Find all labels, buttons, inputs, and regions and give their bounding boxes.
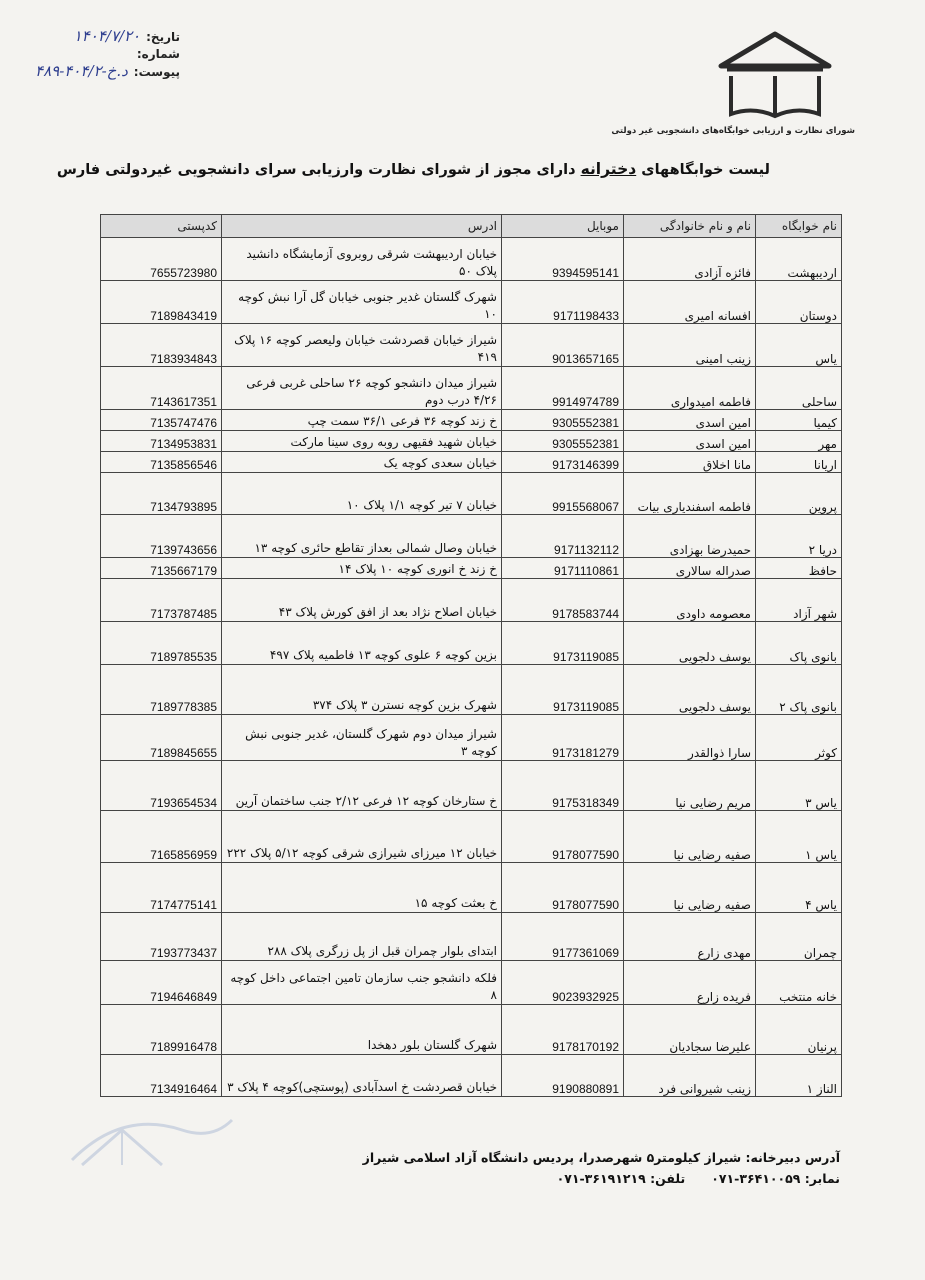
cell-address: خ زند خ انوری کوچه ۱۰ پلاک ۱۴: [222, 558, 502, 579]
attachment-label: پیوست:: [133, 65, 180, 79]
cell-owner: معصومه داودی: [624, 579, 756, 622]
date-label: تاریخ:: [146, 30, 180, 44]
header-name: نام خوابگاه: [756, 215, 842, 238]
cell-mobile: 9023932925: [502, 961, 624, 1005]
attachment-value: ۴۸۹-د.خ-۴۰۴/۲: [35, 62, 128, 80]
cell-postal: 7134916464: [101, 1055, 222, 1097]
cell-name: یاس ۱: [756, 811, 842, 863]
cell-mobile: 9178583744: [502, 579, 624, 622]
title-after: دارای مجوز از شورای نظارت وارزیابی سرای دانشجویی غیردولتی فارس: [56, 162, 576, 178]
letter-footer: [362, 1147, 840, 1189]
table-row: [101, 431, 842, 452]
cell-mobile: 9915568067: [502, 473, 624, 515]
cell-owner: فاطمه اسفندیاری بیات: [624, 473, 756, 515]
cell-postal: 7134793895: [101, 473, 222, 515]
table-row: [101, 515, 842, 558]
cell-postal: 7193773437: [101, 913, 222, 961]
table-row: [101, 367, 842, 410]
footer-contact-line: [488, 1168, 840, 1189]
cell-name: یاس: [756, 324, 842, 367]
cell-name: الناز ۱: [756, 1055, 842, 1097]
cell-name: پرنیان: [756, 1005, 842, 1055]
table-row: [101, 863, 842, 913]
table-row: [101, 1055, 842, 1097]
table-row: [101, 811, 842, 863]
table-row: [101, 324, 842, 367]
title-before: لیست خوابگاههای: [641, 162, 770, 178]
cell-address: خیابان وصال شمالی بعداز تقاطع حائری کوچه ۱۳: [222, 515, 502, 558]
number-label: شماره:: [136, 47, 180, 61]
open-book-roof-icon: [713, 30, 837, 122]
cell-name: دوستان: [756, 281, 842, 324]
cell-address: خ زند کوچه ۳۶ فرعی ۳۶/۱ سمت چپ: [222, 410, 502, 431]
cell-owner: فریده زارع: [624, 961, 756, 1005]
table-row: [101, 452, 842, 473]
attachment-row: [10, 63, 180, 81]
cell-mobile: 9305552381: [502, 431, 624, 452]
cell-name: حافظ: [756, 558, 842, 579]
cell-owner: امین اسدی: [624, 431, 756, 452]
cell-postal: 7189845655: [101, 715, 222, 761]
cell-address: شیراز خیابان قصردشت خیابان ولیعصر کوچه ۱۶ پلاک ۴۱۹: [222, 324, 502, 367]
cell-owner: مهدی زارع: [624, 913, 756, 961]
cell-owner: افسانه امیری: [624, 281, 756, 324]
cell-postal: 7165856959: [101, 811, 222, 863]
table-row: [101, 761, 842, 811]
cell-postal: 7135856546: [101, 452, 222, 473]
fax-value: ۰۷۱-۳۶۴۱۰۰۵۹: [711, 1171, 801, 1186]
table-row: [101, 238, 842, 281]
cell-owner: یوسف دلجویی: [624, 665, 756, 715]
footer-address-value: شیراز کیلومتر۵ شهرصدرا، پردیس دانشگاه آزاد اسلامی شیراز: [362, 1150, 742, 1165]
cell-name: دریا ۲: [756, 515, 842, 558]
cell-mobile: 9171132112: [502, 515, 624, 558]
cell-address: شیراز میدان دانشجو کوچه ۲۶ ساحلی غربی فرعی ۴/۲۶ درب دوم: [222, 367, 502, 410]
cell-mobile: 9305552381: [502, 410, 624, 431]
cell-mobile: 9173146399: [502, 452, 624, 473]
cell-name: اردیبهشت: [756, 238, 842, 281]
cell-name: مهر: [756, 431, 842, 452]
cell-address: خیابان اصلاح نژاد بعد از افق کورش پلاک ۴۳: [222, 579, 502, 622]
cell-mobile: 9914974789: [502, 367, 624, 410]
cell-postal: 7194646849: [101, 961, 222, 1005]
table-row: [101, 622, 842, 665]
cell-mobile: 9175318349: [502, 761, 624, 811]
cell-mobile: 9190880891: [502, 1055, 624, 1097]
cell-address: خیابان اردیبهشت شرقی روبروی آزمایشگاه دانشید پلاک ۵۰: [222, 238, 502, 281]
org-caption: شورای نظارت و ارزیابی خوابگاه‌های دانشجویی غیر دولتی: [611, 126, 855, 136]
table-row: [101, 410, 842, 431]
cell-address: خیابان قصردشت خ اسدآبادی (پوستچی)کوچه ۴ پلاک ۳: [222, 1055, 502, 1097]
cell-name: پروین: [756, 473, 842, 515]
date-value: ۱۴۰۴/۷/۲۰: [73, 27, 141, 45]
cell-mobile: 9171110861: [502, 558, 624, 579]
cell-name: کوثر: [756, 715, 842, 761]
cell-postal: 7135667179: [101, 558, 222, 579]
header-mobile: موبایل: [502, 215, 624, 238]
cell-owner: صفیه رضایی نیا: [624, 863, 756, 913]
cell-postal: 7189785535: [101, 622, 222, 665]
cell-owner: صدراله سالاری: [624, 558, 756, 579]
cell-mobile: 9013657165: [502, 324, 624, 367]
cell-owner: علیرضا سجادیان: [624, 1005, 756, 1055]
cell-owner: سارا ذوالقدر: [624, 715, 756, 761]
cell-mobile: 9178170192: [502, 1005, 624, 1055]
footer-address-line: [362, 1147, 840, 1168]
cell-name: یاس ۴: [756, 863, 842, 913]
cell-name: کیمیا: [756, 410, 842, 431]
table-row: [101, 1005, 842, 1055]
cell-postal: 7189843419: [101, 281, 222, 324]
table-row: [101, 961, 842, 1005]
cell-address: شهرک گلستان بلور دهخدا: [222, 1005, 502, 1055]
cell-name: اریانا: [756, 452, 842, 473]
cell-owner: امین اسدی: [624, 410, 756, 431]
cell-mobile: 9177361069: [502, 913, 624, 961]
table-row: [101, 473, 842, 515]
cell-address: خیابان ۷ تیر کوچه ۱/۱ پلاک ۱۰: [222, 473, 502, 515]
cell-postal: 7135747476: [101, 410, 222, 431]
cell-owner: زینب شیروانی فرد: [624, 1055, 756, 1097]
watermark-logo-icon: [62, 1100, 242, 1170]
cell-postal: 7183934843: [101, 324, 222, 367]
header-address: ادرس: [222, 215, 502, 238]
cell-name: بانوی پاک ۲: [756, 665, 842, 715]
cell-mobile: 9171198433: [502, 281, 624, 324]
cell-owner: مریم رضایی نیا: [624, 761, 756, 811]
cell-postal: 7173787485: [101, 579, 222, 622]
cell-name: بانوی پاک: [756, 622, 842, 665]
cell-owner: صفیه رضایی نیا: [624, 811, 756, 863]
cell-owner: زینب امینی: [624, 324, 756, 367]
table-row: [101, 715, 842, 761]
table-row: [101, 913, 842, 961]
org-logo: [611, 30, 855, 142]
cell-name: شهر آزاد: [756, 579, 842, 622]
phone-label: تلفن:: [650, 1171, 686, 1186]
cell-address: فلکه دانشجو جنب سازمان تامین اجتماعی داخل کوچه ۸: [222, 961, 502, 1005]
cell-name: ساحلی: [756, 367, 842, 410]
cell-address: خ ستارخان کوچه ۱۲ فرعی ۲/۱۲ جنب ساختمان آرین: [222, 761, 502, 811]
cell-postal: 7189916478: [101, 1005, 222, 1055]
phone-value: ۰۷۱-۳۶۱۹۱۲۱۹: [556, 1171, 646, 1186]
table-row: [101, 665, 842, 715]
cell-owner: حمیدرضا بهزادی: [624, 515, 756, 558]
cell-mobile: 9173119085: [502, 622, 624, 665]
cell-address: خیابان شهید فقیهی روبه روی سینا مارکت: [222, 431, 502, 452]
cell-address: خیابان سعدی کوچه یک: [222, 452, 502, 473]
date-row: [10, 28, 180, 46]
cell-mobile: 9173181279: [502, 715, 624, 761]
cell-mobile: 9394595141: [502, 238, 624, 281]
cell-address: ابتدای بلوار چمران قبل از پل زرگری پلاک ۲۸۸: [222, 913, 502, 961]
cell-owner: مانا اخلاق: [624, 452, 756, 473]
cell-address: بزین کوچه ۶ علوی کوچه ۱۳ فاطمیه پلاک ۴۹۷: [222, 622, 502, 665]
dormitory-table: [100, 214, 842, 1097]
footer-address-label: آدرس دبیرخانه:: [745, 1150, 840, 1165]
title-highlight: دخترانه: [580, 160, 637, 178]
cell-postal: 7174775141: [101, 863, 222, 913]
cell-name: چمران: [756, 913, 842, 961]
letter-meta: [10, 28, 180, 81]
cell-address: شهرک بزین کوچه نسترن ۳ پلاک ۳۷۴: [222, 665, 502, 715]
table-row: [101, 558, 842, 579]
cell-address: شیراز میدان دوم شهرک گلستان، غدیر جنوبی نبش کوچه ۳: [222, 715, 502, 761]
cell-address: خیابان ۱۲ میرزای شیرازی شرقی کوچه ۵/۱۲ پلاک ۲۲۲: [222, 811, 502, 863]
cell-owner: فاطمه امیدواری: [624, 367, 756, 410]
cell-mobile: 9173119085: [502, 665, 624, 715]
header-postal: کدپستی: [101, 215, 222, 238]
cell-owner: فائزه آزادی: [624, 238, 756, 281]
cell-postal: 7189778385: [101, 665, 222, 715]
cell-postal: 7143617351: [101, 367, 222, 410]
table-row: [101, 281, 842, 324]
fax-label: نمابر:: [804, 1171, 840, 1186]
cell-address: شهرک گلستان غدیر جنوبی خیابان گل آرا نبش کوچه ۱۰: [222, 281, 502, 324]
cell-postal: 7655723980: [101, 238, 222, 281]
header-owner: نام و نام خانوادگی: [624, 215, 756, 238]
number-row: [10, 46, 180, 63]
cell-owner: یوسف دلجویی: [624, 622, 756, 665]
cell-name: یاس ۳: [756, 761, 842, 811]
cell-postal: 7193654534: [101, 761, 222, 811]
table-row: [101, 579, 842, 622]
cell-mobile: 9178077590: [502, 863, 624, 913]
cell-mobile: 9178077590: [502, 811, 624, 863]
cell-postal: 7134953831: [101, 431, 222, 452]
cell-postal: 7139743656: [101, 515, 222, 558]
table-header-row: [101, 215, 842, 238]
page-title: [56, 160, 770, 178]
cell-name: خانه منتخب: [756, 961, 842, 1005]
cell-address: خ بعثت کوچه ۱۵: [222, 863, 502, 913]
